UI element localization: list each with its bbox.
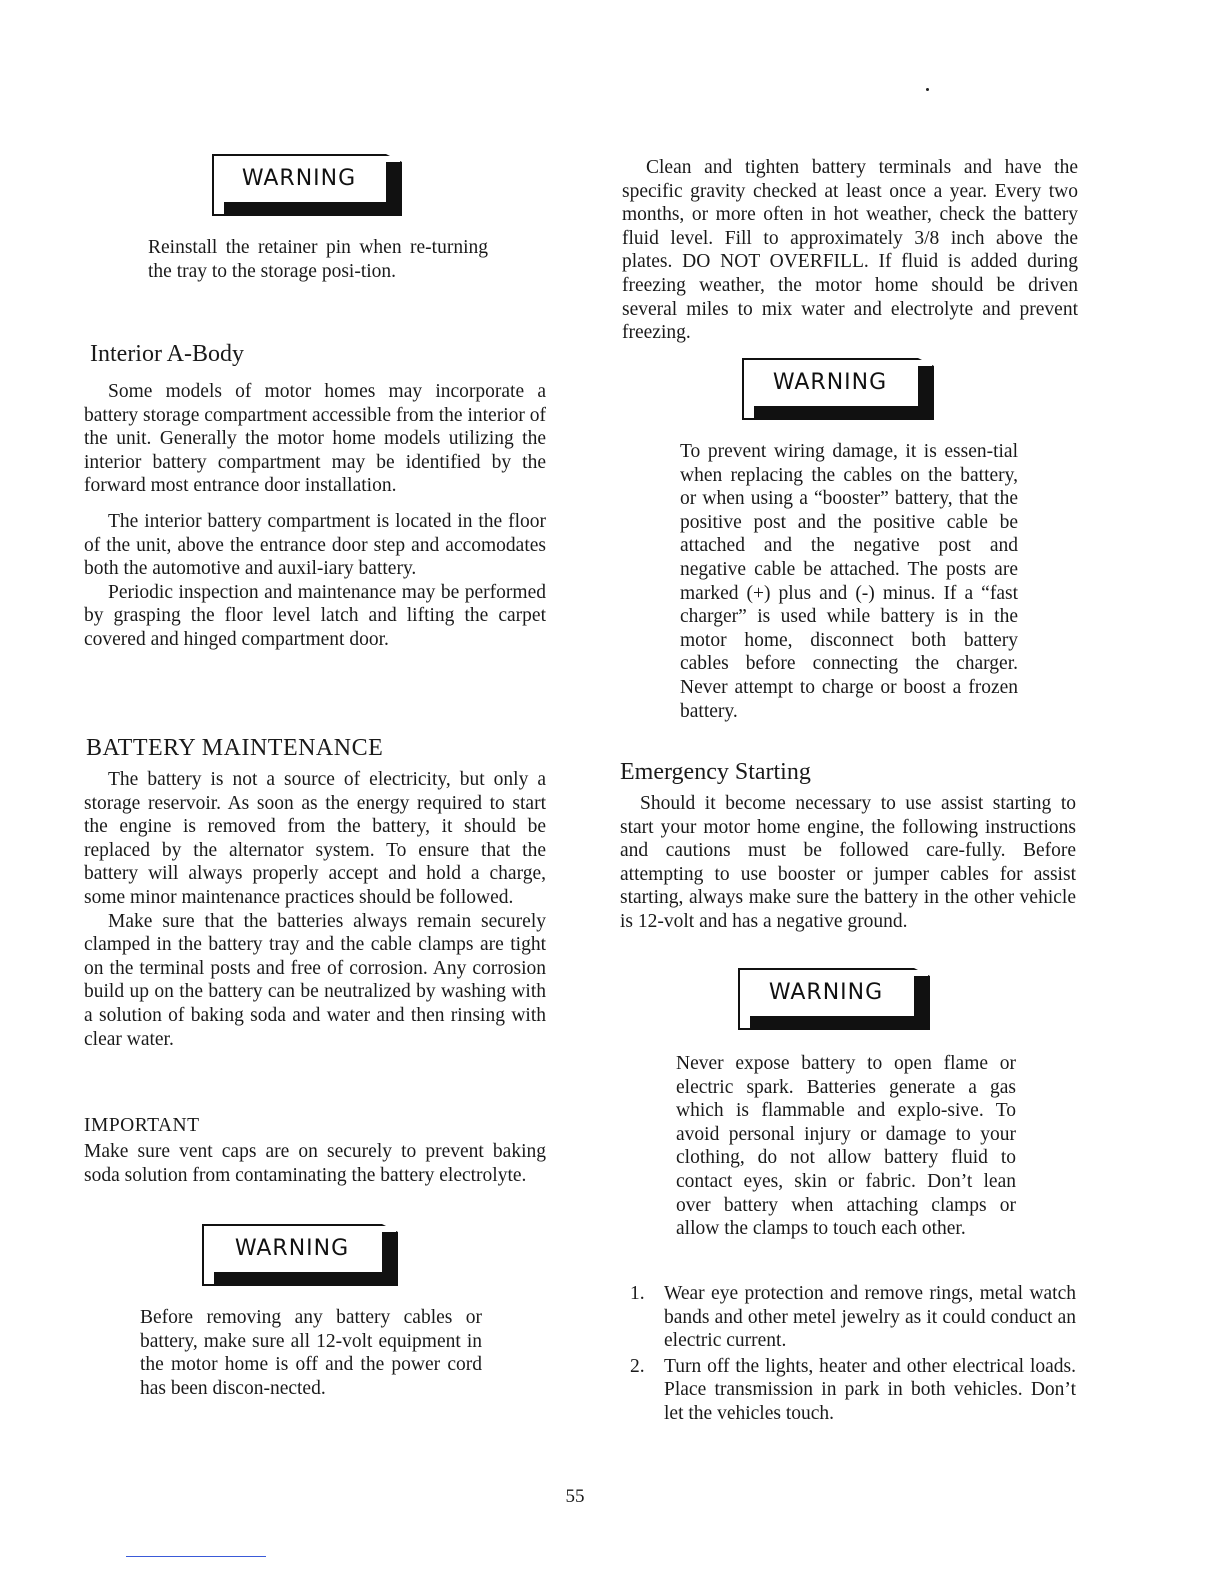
list-text: Wear eye protection and remove rings, metal watch bands and other metel jewelry as it could conduct an electric current. — [664, 1283, 1076, 1352]
warning-text-3: To prevent wiring damage, it is essen-tial when replacing the cables on the battery, or when using a “booster” battery, that the positive post and the positive cable be attached and the negative post and negative cable be attached. The posts are marked (+) plus and (-) minus. If a “fast charger” is used while battery is in the motor home, disconnect both battery cables before connecting the charger. Never attempt to charge or boost a frozen battery. — [680, 441, 1018, 722]
list-item — [620, 1282, 1076, 1353]
list-text: Turn off the lights, heater and other electrical loads. Place transmission in park in both vehicles. Don’t let the vehicles touch. — [664, 1355, 1076, 1424]
warning-label: WARNING — [234, 1236, 350, 1261]
emergency-section — [620, 792, 1076, 934]
paragraph: Some models of motor homes may incorporate a battery storage compartment accessible from the interior of the unit. Generally the motor home models utilizing the interior battery compartment may be identified by the forward most entrance door installation. — [84, 381, 546, 497]
paragraph: Make sure vent caps are on securely to prevent baking soda solution from contaminating the battery electrolyte. — [84, 1141, 546, 1186]
paragraph: Periodic inspection and maintenance may be performed by grasping the floor level latch and lifting the carpet covered and hinged compartment door. — [84, 581, 546, 650]
page-number: 55 — [565, 1486, 585, 1507]
important-heading: IMPORTANT — [84, 1115, 200, 1136]
paragraph: The interior battery compartment is located in the floor of the unit, above the entrance door step and accomodates both the automotive and auxil-iary battery. — [84, 510, 546, 580]
warning-text-1: Reinstall the retainer pin when re-turning the tray to the storage posi-tion. — [148, 237, 488, 282]
paragraph: Make sure that the batteries always remain securely clamped in the battery tray and the cable clamps are tight on the terminal posts and free of corrosion. Any corrosion build up on the battery can be neutralized by washing with a solution of baking soda and water and then rinsing with clear water. — [84, 910, 546, 1050]
footer-rule — [126, 1556, 266, 1557]
paragraph: Clean and tighten battery terminals and have the specific gravity checked at least once a year. Every two months, or more often in hot weather, check the battery fluid level. Fill to approximately 3/8 inch above the plates. DO NOT OVERFILL. If fluid is added during freezing weather, the motor home should be driven several miles to mix water and electrolyte and prevent freezing. — [622, 157, 1078, 344]
maintenance-section — [84, 768, 546, 1051]
section-heading-emergency: Emergency Starting — [620, 759, 811, 785]
clean-section — [622, 156, 1078, 345]
warning-box-2 — [202, 1224, 398, 1286]
warning-box-4 — [738, 968, 930, 1030]
warning-box-1 — [212, 154, 402, 216]
list-number: 1. — [630, 1283, 645, 1304]
interior-section — [84, 380, 546, 652]
list-item — [620, 1355, 1076, 1426]
warning-label: WARNING — [241, 166, 357, 191]
section-heading-interior: Interior A-Body — [90, 341, 244, 367]
paragraph: Should it become necessary to use assist starting to start your motor home engine, the following instructions and cautions must be followed care-fully. Before attempting to use booster or jumper cables for assist starting, always make sure the battery in the other vehicle is 12-volt and has a negative ground. — [620, 793, 1076, 932]
warning-text-4: Never expose battery to open flame or electric spark. Batteries generate a gas which is flammable and explo-sive. To avoid personal injury or damage to your clothing, do not allow battery fluid to contact eyes, skin or fabric. Don’t lean over battery when attaching clamps or allow the clamps to touch each other. — [676, 1053, 1016, 1240]
important-section — [84, 1140, 546, 1187]
steps-list — [620, 1282, 1076, 1426]
warning-label: WARNING — [772, 370, 888, 395]
warning-box-3 — [742, 358, 934, 420]
warning-text-2: Before removing any battery cables or battery, make sure all 12-volt equipment in the motor home is off and the power cord has been discon-nected. — [140, 1307, 482, 1399]
list-number: 2. — [630, 1355, 645, 1377]
stray-mark — [926, 88, 929, 91]
warning-label: WARNING — [768, 980, 884, 1005]
section-heading-maintenance: BATTERY MAINTENANCE — [86, 735, 384, 761]
paragraph: The battery is not a source of electricity, but only a storage reservoir. As soon as the energy required to start the engine is removed from the battery, it should be replaced by the alternator system. To ensure that the battery will always properly accept and hold a charge, some minor maintenance practices should be followed. — [84, 769, 546, 908]
